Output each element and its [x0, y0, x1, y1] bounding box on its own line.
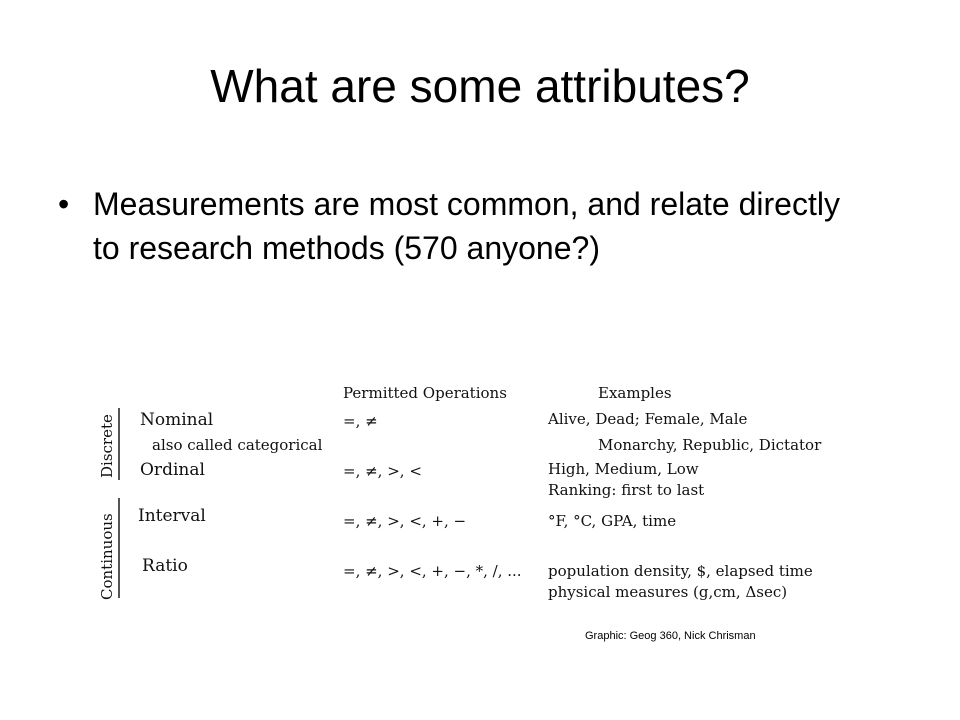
- group-label-discrete: Discrete: [98, 414, 116, 478]
- row-ratio-example: population density, $, elapsed time: [548, 562, 813, 580]
- group-label-continuous: Continuous: [98, 513, 116, 600]
- slide-title: What are some attributes?: [210, 60, 750, 112]
- graphic-credit: Graphic: Geog 360, Nick Chrisman: [585, 630, 756, 642]
- measurement-levels-graphic: [90, 380, 830, 610]
- header-examples: Examples: [598, 384, 672, 402]
- row-interval-example: °F, °C, GPA, time: [548, 512, 677, 530]
- row-interval-name: Interval: [138, 506, 206, 526]
- bullet-text: Measurements are most common, and relate directly to research methods (570 anyone?): [93, 186, 840, 266]
- row-interval-operations: =, ≠, >, <, +, −: [343, 512, 467, 530]
- row-ordinal-name: Ordinal: [140, 460, 205, 480]
- row-nominal-operations: =, ≠: [343, 412, 378, 430]
- row-ratio-operations: =, ≠, >, <, +, −, *, /, ...: [343, 562, 522, 580]
- header-permitted-operations: Permitted Operations: [343, 384, 507, 402]
- row-nominal-name: Nominal: [140, 410, 214, 430]
- row-nominal-note: also called categorical: [152, 436, 323, 454]
- row-ordinal-example: High, Medium, Low: [548, 460, 699, 478]
- row-ordinal-operations: =, ≠, >, <: [343, 462, 422, 480]
- row-nominal-example: Alive, Dead; Female, Male: [548, 410, 748, 428]
- row-ordinal-example: Ranking: first to last: [548, 481, 705, 499]
- row-nominal-example: Monarchy, Republic, Dictator: [598, 436, 822, 454]
- row-ratio-example: physical measures (g,cm, Δsec): [548, 583, 788, 601]
- row-ratio-name: Ratio: [142, 556, 188, 576]
- discrete-bracket: [118, 408, 120, 480]
- continuous-bracket: [118, 498, 120, 598]
- bullet-dot-icon: •: [58, 186, 70, 222]
